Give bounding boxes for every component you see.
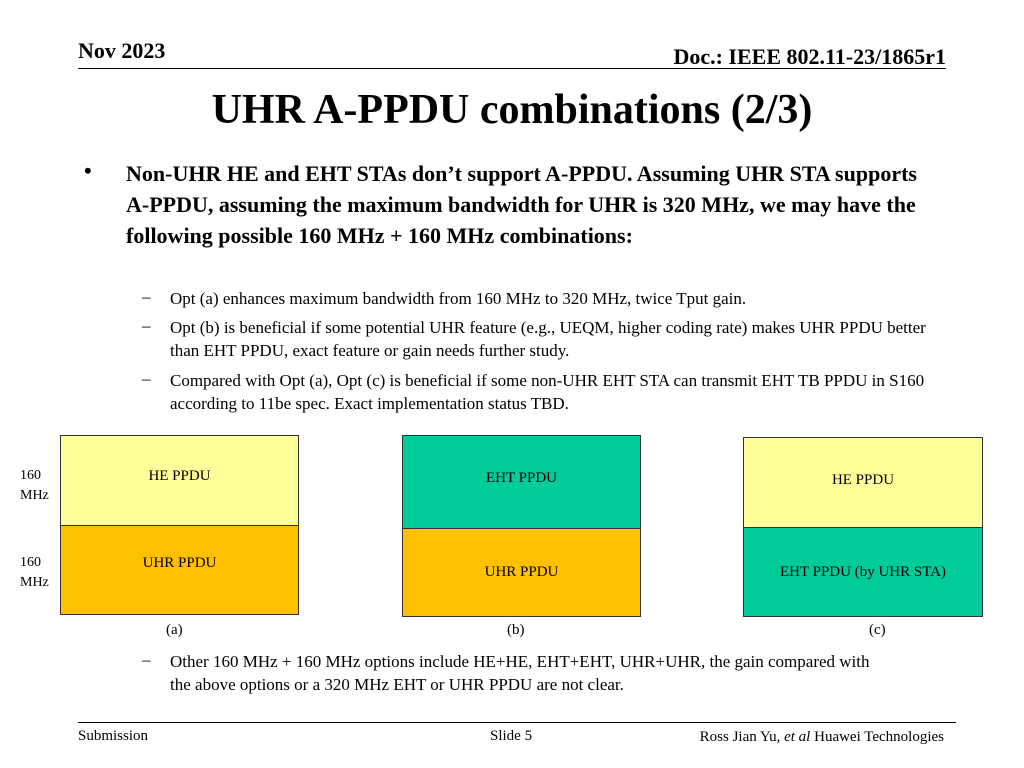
option-c-caption: (c) [869, 622, 886, 638]
final-sub-bullet-text: Other 160 MHz + 160 MHz options include HE+HE, EHT+EHT, UHR+UHR, the gain compared with the above options or a 320 MHz EHT or UHR PPDU are not clear. [170, 652, 870, 694]
slide-title: UHR A-PPDU combinations (2/3) [211, 87, 813, 133]
option-c-bottom-box [743, 527, 983, 617]
option-c-top-label: HE PPDU [831, 472, 895, 488]
main-bullet-text: Non-UHR HE and EHT STAs don’t support A-PPDU. Assuming UHR STA supports A-PPDU, assuming the maximum bandwidth for UHR is 320 MHz, we may have the following possible 160 MHz + 160 MHz combinations: [126, 161, 917, 248]
footer-et-al: et al [784, 729, 811, 745]
footer-author-name: Ross Jian Yu, [699, 729, 785, 745]
y-label-160mhz-bottom: 160 MHz [20, 555, 49, 590]
sub-bullet-text: Opt (b) is beneficial if some potential UHR feature (e.g., UEQM, higher coding rate) makes UHR PPDU better than EHT PPDU, exact feature or gain needs further study. [170, 318, 926, 360]
sub-bullet-marker: – [142, 287, 151, 306]
sub-bullet-marker: – [142, 369, 151, 388]
y-label-160mhz-top: 160 MHz [20, 468, 49, 503]
option-a-top-label: HE PPDU [148, 468, 211, 484]
option-c-top-box [743, 437, 983, 528]
footer-organization: Huawei Technologies [810, 729, 944, 745]
footer-slide-number: Slide 5 [490, 728, 533, 744]
sub-bullet-marker: – [142, 650, 151, 669]
header-divider [78, 68, 946, 69]
option-a-caption: (a) [166, 622, 183, 638]
option-a-bottom-box [60, 525, 299, 615]
option-b-bottom-label: UHR PPDU [484, 564, 559, 580]
footer-divider [78, 722, 956, 723]
sub-bullet-marker: – [142, 316, 151, 335]
option-b-top-label: EHT PPDU [486, 469, 557, 486]
bullet-marker: • [84, 158, 92, 183]
sub-bullet-text: Opt (a) enhances maximum bandwidth from 160 MHz to 320 MHz, twice Tput gain. [170, 289, 747, 308]
option-c-bottom-label: EHT PPDU (by UHR STA) [779, 563, 947, 580]
header-doc-id: Doc.: IEEE 802.11-23/1865r1 [673, 44, 946, 69]
option-b-caption: (b) [507, 622, 525, 638]
sub-bullet-text: Compared with Opt (a), Opt (c) is beneficial if some non-UHR EHT STA can transmit EHT TB PPDU in S160 according to 11be spec. Exact implementation status TBD. [170, 371, 925, 413]
footer-author [700, 729, 944, 746]
option-b-bottom-box [402, 528, 641, 617]
footer-submission: Submission [78, 728, 149, 744]
option-a-top-box [60, 435, 299, 526]
option-b-top-box [402, 435, 641, 529]
option-a-bottom-label: UHR PPDU [142, 554, 217, 571]
header-date: Nov 2023 [78, 38, 166, 63]
